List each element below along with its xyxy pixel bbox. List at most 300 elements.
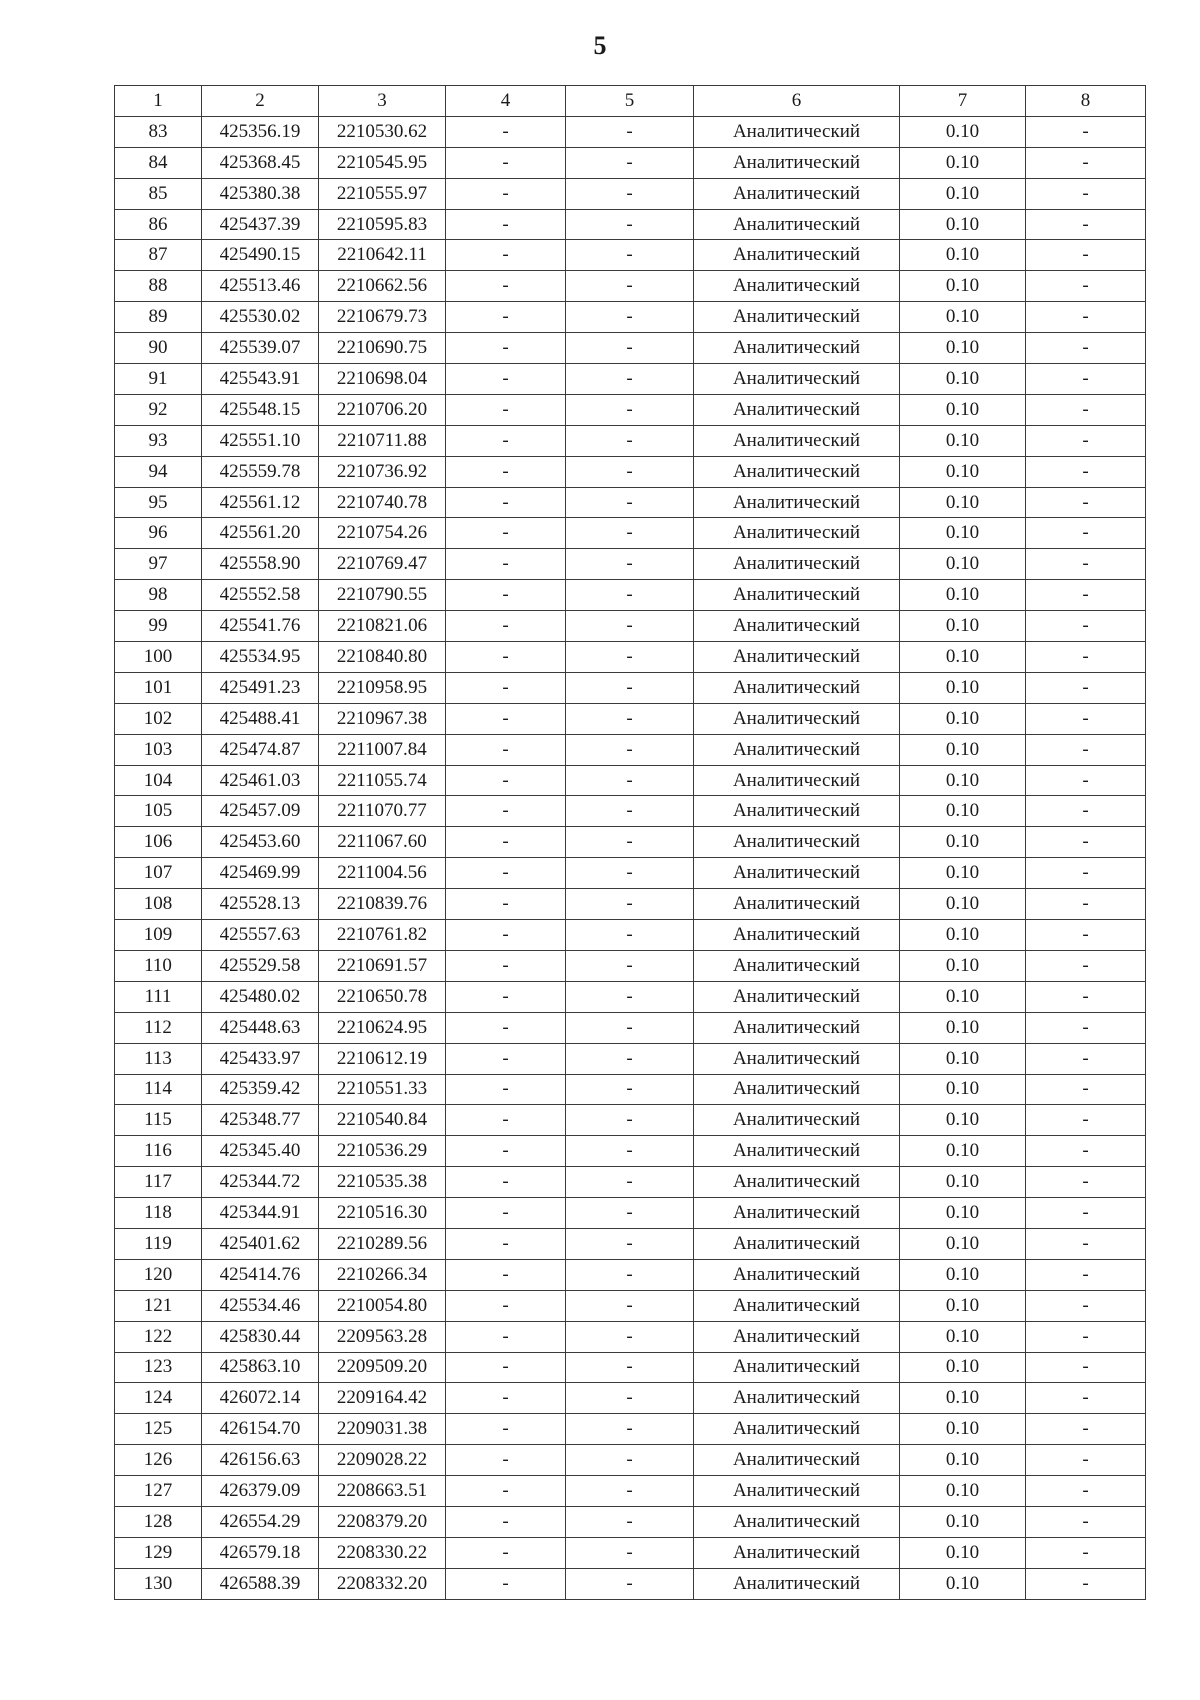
column-5-cell: - [566,1352,694,1383]
column-4-cell: - [446,1167,566,1198]
x-coordinate-cell: 425534.95 [202,642,319,673]
method-cell: Аналитический [694,1228,900,1259]
y-coordinate-cell: 2210642.11 [319,240,446,271]
method-cell: Аналитический [694,734,900,765]
x-coordinate-cell: 426154.70 [202,1414,319,1445]
column-5-cell: - [566,981,694,1012]
column-5-cell: - [566,580,694,611]
column-4-cell: - [446,1198,566,1229]
column-5-cell: - [566,672,694,703]
accuracy-cell: 0.10 [900,950,1026,981]
point-number-cell: 95 [115,487,202,518]
column-4-cell: - [446,394,566,425]
accuracy-cell: 0.10 [900,889,1026,920]
table-row [115,487,1146,518]
column-5-cell: - [566,1012,694,1043]
method-cell: Аналитический [694,1259,900,1290]
point-number-cell: 114 [115,1074,202,1105]
accuracy-cell: 0.10 [900,302,1026,333]
column-8-cell: - [1026,518,1146,549]
point-number-cell: 129 [115,1537,202,1568]
accuracy-cell: 0.10 [900,333,1026,364]
header-row [115,86,1146,117]
column-4-cell: - [446,518,566,549]
x-coordinate-cell: 425558.90 [202,549,319,580]
column-8-cell: - [1026,1167,1146,1198]
point-number-cell: 104 [115,765,202,796]
point-number-cell: 91 [115,364,202,395]
y-coordinate-cell: 2210535.38 [319,1167,446,1198]
y-coordinate-cell: 2208332.20 [319,1568,446,1599]
x-coordinate-cell: 425461.03 [202,765,319,796]
method-cell: Аналитический [694,796,900,827]
accuracy-cell: 0.10 [900,1259,1026,1290]
table-row [115,271,1146,302]
table-row [115,1506,1146,1537]
y-coordinate-cell: 2210706.20 [319,394,446,425]
table-row [115,672,1146,703]
column-8-cell: - [1026,487,1146,518]
column-8-cell: - [1026,642,1146,673]
accuracy-cell: 0.10 [900,1321,1026,1352]
column-5-cell: - [566,703,694,734]
method-cell: Аналитический [694,302,900,333]
accuracy-cell: 0.10 [900,1414,1026,1445]
method-cell: Аналитический [694,1167,900,1198]
x-coordinate-cell: 425559.78 [202,456,319,487]
column-4-cell: - [446,1228,566,1259]
y-coordinate-cell: 2210840.80 [319,642,446,673]
y-coordinate-cell: 2210662.56 [319,271,446,302]
table-row [115,889,1146,920]
table-row [115,827,1146,858]
column-5-cell: - [566,271,694,302]
table-row [115,1259,1146,1290]
accuracy-cell: 0.10 [900,364,1026,395]
column-8-cell: - [1026,549,1146,580]
table-row [115,1228,1146,1259]
y-coordinate-cell: 2210679.73 [319,302,446,333]
column-5-cell: - [566,147,694,178]
table-row [115,734,1146,765]
x-coordinate-cell: 425543.91 [202,364,319,395]
column-8-cell: - [1026,1568,1146,1599]
point-number-cell: 86 [115,209,202,240]
column-5-cell: - [566,518,694,549]
column-8-cell: - [1026,1105,1146,1136]
point-number-cell: 111 [115,981,202,1012]
point-number-cell: 97 [115,549,202,580]
table-row [115,1321,1146,1352]
method-cell: Аналитический [694,642,900,673]
column-4-cell: - [446,333,566,364]
table-row [115,549,1146,580]
column-5-cell: - [566,1321,694,1352]
point-number-cell: 99 [115,611,202,642]
accuracy-cell: 0.10 [900,642,1026,673]
table-row [115,456,1146,487]
column-8-cell: - [1026,394,1146,425]
column-8-cell: - [1026,1290,1146,1321]
table-row [115,1074,1146,1105]
column-8-cell: - [1026,147,1146,178]
column-5-cell: - [566,950,694,981]
y-coordinate-cell: 2210839.76 [319,889,446,920]
x-coordinate-cell: 425863.10 [202,1352,319,1383]
point-number-cell: 121 [115,1290,202,1321]
column-5-cell: - [566,1414,694,1445]
point-number-cell: 128 [115,1506,202,1537]
column-8-cell: - [1026,240,1146,271]
column-8-cell: - [1026,1506,1146,1537]
column-5-cell: - [566,1074,694,1105]
column-4-cell: - [446,302,566,333]
y-coordinate-cell: 2210551.33 [319,1074,446,1105]
y-coordinate-cell: 2210958.95 [319,672,446,703]
column-5-cell: - [566,1383,694,1414]
method-cell: Аналитический [694,1445,900,1476]
table-row [115,1136,1146,1167]
method-cell: Аналитический [694,271,900,302]
column-4-cell: - [446,580,566,611]
y-coordinate-cell: 2210545.95 [319,147,446,178]
x-coordinate-cell: 425561.12 [202,487,319,518]
point-number-cell: 94 [115,456,202,487]
x-coordinate-cell: 425534.46 [202,1290,319,1321]
point-number-cell: 98 [115,580,202,611]
x-coordinate-cell: 425548.15 [202,394,319,425]
y-coordinate-cell: 2208379.20 [319,1506,446,1537]
method-cell: Аналитический [694,1537,900,1568]
column-5-cell: - [566,209,694,240]
accuracy-cell: 0.10 [900,1228,1026,1259]
y-coordinate-cell: 2210754.26 [319,518,446,549]
x-coordinate-cell: 425551.10 [202,425,319,456]
column-header: 5 [566,86,694,117]
column-5-cell: - [566,1537,694,1568]
y-coordinate-cell: 2210967.38 [319,703,446,734]
accuracy-cell: 0.10 [900,1198,1026,1229]
point-number-cell: 127 [115,1476,202,1507]
table-header [115,86,1146,117]
method-cell: Аналитический [694,1476,900,1507]
x-coordinate-cell: 425474.87 [202,734,319,765]
point-number-cell: 96 [115,518,202,549]
accuracy-cell: 0.10 [900,1445,1026,1476]
column-5-cell: - [566,1105,694,1136]
accuracy-cell: 0.10 [900,178,1026,209]
y-coordinate-cell: 2210736.92 [319,456,446,487]
page-number: 5 [593,31,607,60]
column-8-cell: - [1026,1321,1146,1352]
y-coordinate-cell: 2210054.80 [319,1290,446,1321]
table-row [115,981,1146,1012]
point-number-cell: 109 [115,920,202,951]
table-row [115,394,1146,425]
x-coordinate-cell: 425488.41 [202,703,319,734]
column-5-cell: - [566,1290,694,1321]
y-coordinate-cell: 2210289.56 [319,1228,446,1259]
column-5-cell: - [566,116,694,147]
accuracy-cell: 0.10 [900,1383,1026,1414]
column-5-cell: - [566,1198,694,1229]
column-5-cell: - [566,302,694,333]
y-coordinate-cell: 2210530.62 [319,116,446,147]
column-8-cell: - [1026,889,1146,920]
column-4-cell: - [446,549,566,580]
x-coordinate-cell: 425529.58 [202,950,319,981]
x-coordinate-cell: 425344.72 [202,1167,319,1198]
accuracy-cell: 0.10 [900,518,1026,549]
y-coordinate-cell: 2210624.95 [319,1012,446,1043]
table-row [115,703,1146,734]
column-4-cell: - [446,1537,566,1568]
y-coordinate-cell: 2210790.55 [319,580,446,611]
column-5-cell: - [566,796,694,827]
column-5-cell: - [566,549,694,580]
column-5-cell: - [566,364,694,395]
method-cell: Аналитический [694,116,900,147]
column-4-cell: - [446,1290,566,1321]
x-coordinate-cell: 426554.29 [202,1506,319,1537]
x-coordinate-cell: 425359.42 [202,1074,319,1105]
y-coordinate-cell: 2211067.60 [319,827,446,858]
column-header: 1 [115,86,202,117]
x-coordinate-cell: 425557.63 [202,920,319,951]
column-5-cell: - [566,858,694,889]
point-number-cell: 122 [115,1321,202,1352]
table-row [115,765,1146,796]
column-5-cell: - [566,1228,694,1259]
point-number-cell: 89 [115,302,202,333]
point-number-cell: 100 [115,642,202,673]
point-number-cell: 85 [115,178,202,209]
method-cell: Аналитический [694,858,900,889]
column-8-cell: - [1026,302,1146,333]
column-5-cell: - [566,456,694,487]
column-8-cell: - [1026,734,1146,765]
column-4-cell: - [446,1321,566,1352]
accuracy-cell: 0.10 [900,209,1026,240]
table-row [115,1414,1146,1445]
x-coordinate-cell: 425539.07 [202,333,319,364]
method-cell: Аналитический [694,425,900,456]
x-coordinate-cell: 425356.19 [202,116,319,147]
point-number-cell: 115 [115,1105,202,1136]
column-8-cell: - [1026,1537,1146,1568]
y-coordinate-cell: 2210540.84 [319,1105,446,1136]
table-row [115,920,1146,951]
method-cell: Аналитический [694,147,900,178]
y-coordinate-cell: 2210821.06 [319,611,446,642]
table-row [115,240,1146,271]
accuracy-cell: 0.10 [900,703,1026,734]
y-coordinate-cell: 2211055.74 [319,765,446,796]
x-coordinate-cell: 426379.09 [202,1476,319,1507]
accuracy-cell: 0.10 [900,1136,1026,1167]
point-number-cell: 88 [115,271,202,302]
accuracy-cell: 0.10 [900,487,1026,518]
column-4-cell: - [446,1012,566,1043]
column-4-cell: - [446,889,566,920]
accuracy-cell: 0.10 [900,765,1026,796]
column-5-cell: - [566,1476,694,1507]
accuracy-cell: 0.10 [900,981,1026,1012]
y-coordinate-cell: 2211007.84 [319,734,446,765]
x-coordinate-cell: 425401.62 [202,1228,319,1259]
column-4-cell: - [446,950,566,981]
table-row [115,1445,1146,1476]
column-4-cell: - [446,920,566,951]
table-row [115,364,1146,395]
table-row [115,425,1146,456]
point-number-cell: 101 [115,672,202,703]
method-cell: Аналитический [694,1383,900,1414]
column-8-cell: - [1026,333,1146,364]
method-cell: Аналитический [694,1043,900,1074]
column-4-cell: - [446,981,566,1012]
x-coordinate-cell: 425433.97 [202,1043,319,1074]
accuracy-cell: 0.10 [900,672,1026,703]
accuracy-cell: 0.10 [900,549,1026,580]
column-5-cell: - [566,394,694,425]
method-cell: Аналитический [694,765,900,796]
column-5-cell: - [566,1136,694,1167]
accuracy-cell: 0.10 [900,116,1026,147]
y-coordinate-cell: 2210691.57 [319,950,446,981]
y-coordinate-cell: 2210711.88 [319,425,446,456]
column-4-cell: - [446,271,566,302]
column-4-cell: - [446,425,566,456]
x-coordinate-cell: 425448.63 [202,1012,319,1043]
table-row [115,209,1146,240]
x-coordinate-cell: 425453.60 [202,827,319,858]
y-coordinate-cell: 2210769.47 [319,549,446,580]
column-8-cell: - [1026,1198,1146,1229]
table-row [115,116,1146,147]
table-row [115,1043,1146,1074]
point-number-cell: 125 [115,1414,202,1445]
column-4-cell: - [446,858,566,889]
y-coordinate-cell: 2210516.30 [319,1198,446,1229]
accuracy-cell: 0.10 [900,1012,1026,1043]
x-coordinate-cell: 425530.02 [202,302,319,333]
column-8-cell: - [1026,611,1146,642]
x-coordinate-cell: 426156.63 [202,1445,319,1476]
point-number-cell: 116 [115,1136,202,1167]
column-4-cell: - [446,611,566,642]
y-coordinate-cell: 2210650.78 [319,981,446,1012]
column-4-cell: - [446,487,566,518]
accuracy-cell: 0.10 [900,394,1026,425]
method-cell: Аналитический [694,1074,900,1105]
y-coordinate-cell: 2209164.42 [319,1383,446,1414]
point-number-cell: 112 [115,1012,202,1043]
accuracy-cell: 0.10 [900,271,1026,302]
y-coordinate-cell: 2209509.20 [319,1352,446,1383]
method-cell: Аналитический [694,549,900,580]
column-4-cell: - [446,1105,566,1136]
y-coordinate-cell: 2208663.51 [319,1476,446,1507]
column-8-cell: - [1026,950,1146,981]
point-number-cell: 117 [115,1167,202,1198]
column-5-cell: - [566,1506,694,1537]
table-row [115,1352,1146,1383]
column-5-cell: - [566,611,694,642]
accuracy-cell: 0.10 [900,611,1026,642]
point-number-cell: 92 [115,394,202,425]
column-5-cell: - [566,827,694,858]
y-coordinate-cell: 2210690.75 [319,333,446,364]
accuracy-cell: 0.10 [900,1043,1026,1074]
column-5-cell: - [566,333,694,364]
column-header: 6 [694,86,900,117]
x-coordinate-cell: 425380.38 [202,178,319,209]
column-5-cell: - [566,487,694,518]
column-8-cell: - [1026,178,1146,209]
y-coordinate-cell: 2209028.22 [319,1445,446,1476]
column-8-cell: - [1026,1414,1146,1445]
column-8-cell: - [1026,1352,1146,1383]
y-coordinate-cell: 2211004.56 [319,858,446,889]
x-coordinate-cell: 425528.13 [202,889,319,920]
x-coordinate-cell: 425830.44 [202,1321,319,1352]
column-4-cell: - [446,1074,566,1105]
method-cell: Аналитический [694,920,900,951]
table-row [115,1537,1146,1568]
column-5-cell: - [566,425,694,456]
method-cell: Аналитический [694,1290,900,1321]
method-cell: Аналитический [694,981,900,1012]
y-coordinate-cell: 2210595.83 [319,209,446,240]
column-8-cell: - [1026,1136,1146,1167]
point-number-cell: 90 [115,333,202,364]
accuracy-cell: 0.10 [900,1506,1026,1537]
y-coordinate-cell: 2210555.97 [319,178,446,209]
method-cell: Аналитический [694,889,900,920]
point-number-cell: 108 [115,889,202,920]
column-5-cell: - [566,1043,694,1074]
column-8-cell: - [1026,456,1146,487]
column-8-cell: - [1026,920,1146,951]
method-cell: Аналитический [694,456,900,487]
point-number-cell: 124 [115,1383,202,1414]
x-coordinate-cell: 425345.40 [202,1136,319,1167]
column-8-cell: - [1026,209,1146,240]
x-coordinate-cell: 425561.20 [202,518,319,549]
column-4-cell: - [446,1445,566,1476]
column-header: 8 [1026,86,1146,117]
column-4-cell: - [446,1259,566,1290]
table-row [115,1012,1146,1043]
method-cell: Аналитический [694,611,900,642]
column-4-cell: - [446,672,566,703]
column-4-cell: - [446,1568,566,1599]
point-number-cell: 102 [115,703,202,734]
column-8-cell: - [1026,425,1146,456]
y-coordinate-cell: 2210698.04 [319,364,446,395]
column-5-cell: - [566,1259,694,1290]
x-coordinate-cell: 425541.76 [202,611,319,642]
accuracy-cell: 0.10 [900,734,1026,765]
column-5-cell: - [566,1568,694,1599]
point-number-cell: 113 [115,1043,202,1074]
accuracy-cell: 0.10 [900,1537,1026,1568]
column-4-cell: - [446,796,566,827]
column-5-cell: - [566,920,694,951]
method-cell: Аналитический [694,1198,900,1229]
column-4-cell: - [446,456,566,487]
